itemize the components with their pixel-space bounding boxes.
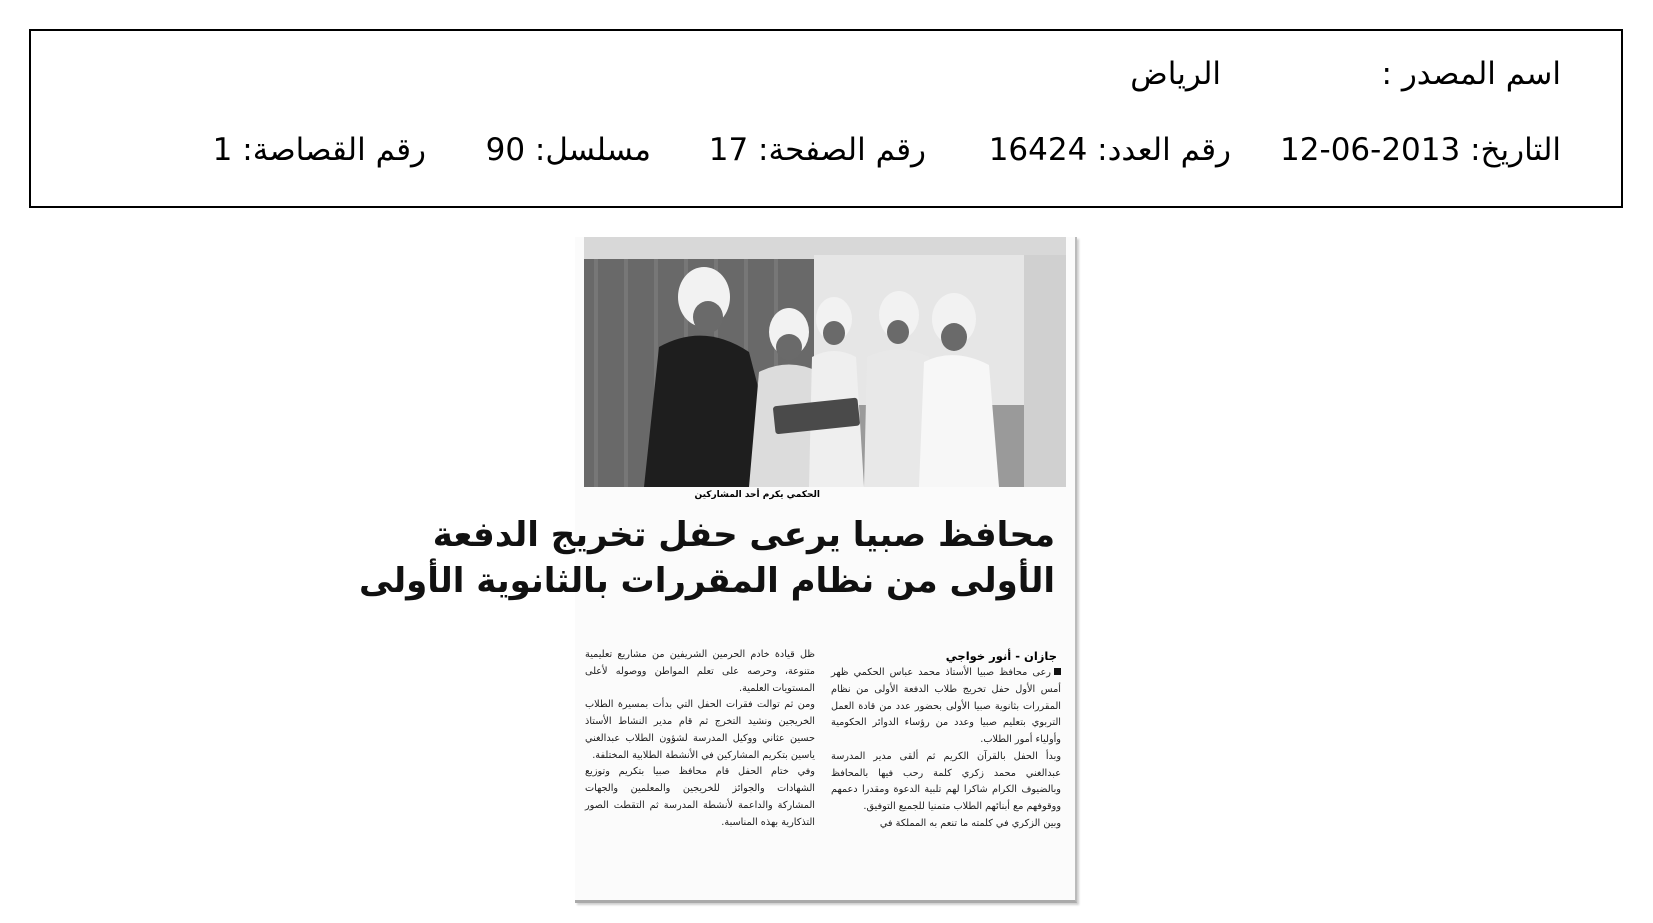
paragraph: وفي ختام الحفل قام محافظ صبيا بتكريم وتوزيع الشهادات والجوائز للخريجين والمعلمين والجهات المشاركة والداعمة لأنشطة المدرسة ثم التقطت الصور التذكارية بهذه المناسبة. — [585, 766, 815, 828]
article-column-left — [585, 647, 815, 832]
paragraph-text: رعى محافظ صبيا الأستاذ محمد عباس الحكمي ظهر أمس الأول حفل تخريج طلاب الدفعة الأولى من نظام المقررات بثانوية صبيا الأولى بحضور عدد من قادة العمل التربوي بتعليم صبيا وعدد من رؤساء الدوائر الحكومية وأولياء أمور الطلاب. — [831, 667, 1061, 746]
source-metadata-box — [29, 29, 1623, 208]
newspaper-clipping — [358, 237, 1077, 903]
article-column-right — [831, 665, 1061, 833]
clip-number-field: رقم القصاصة: 1 — [212, 132, 426, 168]
date-field: التاريخ: 2013-06-12 — [1280, 132, 1561, 168]
paragraph: ومن ثم توالت فقرات الحفل التي بدأت بمسيرة الطلاب الخريجين ونشيد التخرج ثم قام مدير النشاط الأستاذ حسين عثاني ووكيل المدرسة لشؤون الطلاب عبدالغني ياسين بتكريم المشاركين في الأنشطة الطلابية المختلفة. — [585, 699, 815, 761]
article-headline — [358, 513, 1055, 605]
paragraph: وبدأ الحفل بالقرآن الكريم ثم ألقى مدير المدرسة عبدالغني محمد زكري كلمة رحب فيها بالمحافظ وبالضيوف الكرام شاكرا لهم تلبية الدعوة ومقدرا دعمهم ووقوفهم مع أبنائهم الطلاب متمنيا للجميع التوفيق. — [831, 750, 1061, 813]
bullet-marker — [1054, 668, 1061, 675]
paragraph: ظل قيادة خادم الحرمين الشريفين من مشاريع تعليمية متنوعة، وحرصه على تعلم المواطن ووصوله لأعلى المستويات العلمية. — [585, 649, 815, 694]
issue-number-field: رقم العدد: 16424 — [988, 132, 1231, 168]
page-number-field: رقم الصفحة: 17 — [708, 132, 926, 168]
paragraph — [831, 665, 1061, 749]
headline-line-1: محافظ صبيا يرعى حفل تخريج الدفعة — [432, 515, 1055, 555]
serial-field: مسلسل: 90 — [485, 132, 651, 168]
headline-line-2: الأولى من نظام المقررات بالثانوية الأولى — [358, 560, 1055, 601]
paragraph: وبين الزكري في كلمته ما تنعم به المملكة في — [879, 818, 1061, 830]
photo-caption: الحكمي يكرم أحد المشاركين — [694, 490, 820, 500]
article-byline: جازان - أنور خواجي — [945, 649, 1057, 663]
source-label: اسم المصدر : — [1381, 56, 1561, 92]
source-value: الرياض — [1130, 56, 1221, 92]
ceremony-photo — [584, 237, 1066, 487]
ceremony-photo-illustration — [584, 237, 1066, 487]
